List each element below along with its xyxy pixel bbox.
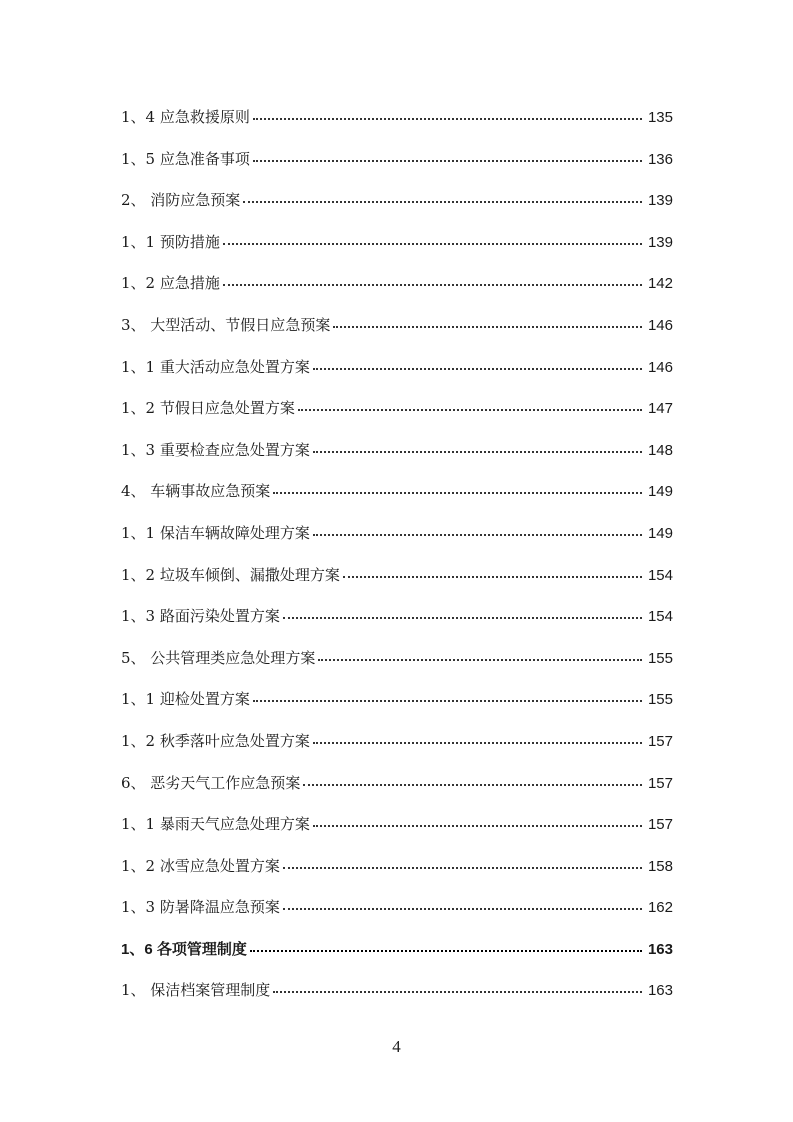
toc-entry-page: 162 [647,899,673,917]
toc-entry-title: 4、 车辆事故应急预案 [121,482,271,501]
dot-leader [283,603,642,619]
toc-entry-page: 157 [647,816,673,834]
toc-entry-title: 1、3 路面污染处置方案 [121,607,280,626]
dot-leader [223,270,642,286]
toc-entry-page: 163 [647,940,673,958]
dot-leader [273,478,642,494]
table-of-contents [121,106,673,1021]
toc-entry[interactable] [121,730,673,772]
toc-entry-title: 1、1 迎检处置方案 [121,690,250,709]
toc-entry[interactable] [121,148,673,190]
toc-entry-page: 149 [647,524,673,542]
toc-entry-page: 154 [647,566,673,584]
toc-entry-title: 6、 恶劣天气工作应急预案 [121,773,301,792]
toc-entry-page: 154 [647,608,673,626]
toc-entry[interactable] [121,647,673,689]
toc-entry[interactable] [121,855,673,897]
toc-entry[interactable] [121,979,673,1021]
toc-entry-page: 149 [647,483,673,501]
dot-leader [223,229,642,245]
toc-entry-title: 3、 大型活动、节假日应急预案 [121,315,331,334]
dot-leader [253,104,642,120]
toc-entry-page: 163 [647,982,673,1000]
toc-entry-title: 5、 公共管理类应急处理方案 [121,648,316,667]
toc-entry[interactable] [121,772,673,814]
toc-entry[interactable] [121,938,673,980]
toc-entry-title: 1、2 节假日应急处置方案 [121,399,295,418]
dot-leader [313,811,642,827]
toc-entry[interactable] [121,439,673,481]
dot-leader [298,395,642,411]
toc-entry-title: 1、2 应急措施 [121,274,220,293]
toc-entry[interactable] [121,231,673,273]
toc-entry[interactable] [121,896,673,938]
toc-entry-title: 1、3 重要检查应急处置方案 [121,440,310,459]
dot-leader [333,312,642,328]
toc-entry-title: 1、 保洁档案管理制度 [121,981,271,1000]
toc-entry[interactable] [121,688,673,730]
dot-leader [313,354,642,370]
toc-entry-title: 2、 消防应急预案 [121,191,241,210]
toc-entry[interactable] [121,397,673,439]
dot-leader [253,686,642,702]
toc-entry-title: 1、4 应急救援原则 [121,108,250,126]
toc-entry-page: 158 [647,857,673,875]
toc-entry[interactable] [121,314,673,356]
toc-entry-page: 147 [647,400,673,418]
toc-entry-title: 1、1 暴雨天气应急处理方案 [121,815,310,834]
toc-entry-page: 148 [647,441,673,459]
toc-entry[interactable] [121,813,673,855]
toc-entry-page: 136 [647,150,673,168]
toc-entry-page: 135 [647,109,673,126]
toc-entry[interactable] [121,522,673,564]
dot-leader [250,936,642,952]
dot-leader [313,437,642,453]
dot-leader [313,728,642,744]
dot-leader [283,894,642,910]
toc-entry[interactable] [121,106,673,148]
dot-leader [313,520,642,536]
toc-entry-page: 146 [647,358,673,376]
toc-entry[interactable] [121,564,673,606]
toc-entry-page: 155 [647,691,673,709]
page-number: 4 [392,1037,401,1056]
toc-entry-page: 157 [647,774,673,792]
dot-leader [273,977,642,993]
dot-leader [253,146,642,162]
dot-leader [283,853,642,869]
toc-entry-page: 139 [647,192,673,210]
toc-entry-title: 1、3 防暑降温应急预案 [121,898,280,917]
toc-entry-title: 1、1 预防措施 [121,232,220,251]
dot-leader [243,187,642,203]
toc-entry-page: 155 [647,649,673,667]
dot-leader [303,770,642,786]
toc-entry-title: 1、5 应急准备事项 [121,149,250,168]
toc-entry-title: 1、2 垃圾车倾倒、漏撒处理方案 [121,565,340,584]
toc-entry-title: 1、1 保洁车辆故障处理方案 [121,523,310,542]
toc-entry-title: 1、2 秋季落叶应急处置方案 [121,731,310,750]
dot-leader [318,645,642,661]
toc-entry-page: 139 [647,233,673,251]
toc-entry[interactable] [121,272,673,314]
toc-entry-page: 142 [647,275,673,293]
toc-entry-page: 157 [647,732,673,750]
toc-entry-page: 146 [647,316,673,334]
toc-entry[interactable] [121,480,673,522]
toc-entry[interactable] [121,605,673,647]
toc-entry-title: 1、6 各项管理制度 [121,940,247,958]
toc-entry-title: 1、1 重大活动应急处置方案 [121,357,310,376]
dot-leader [343,562,642,578]
toc-entry[interactable] [121,356,673,398]
toc-entry-title: 1、2 冰雪应急处置方案 [121,856,280,875]
toc-entry[interactable] [121,189,673,231]
